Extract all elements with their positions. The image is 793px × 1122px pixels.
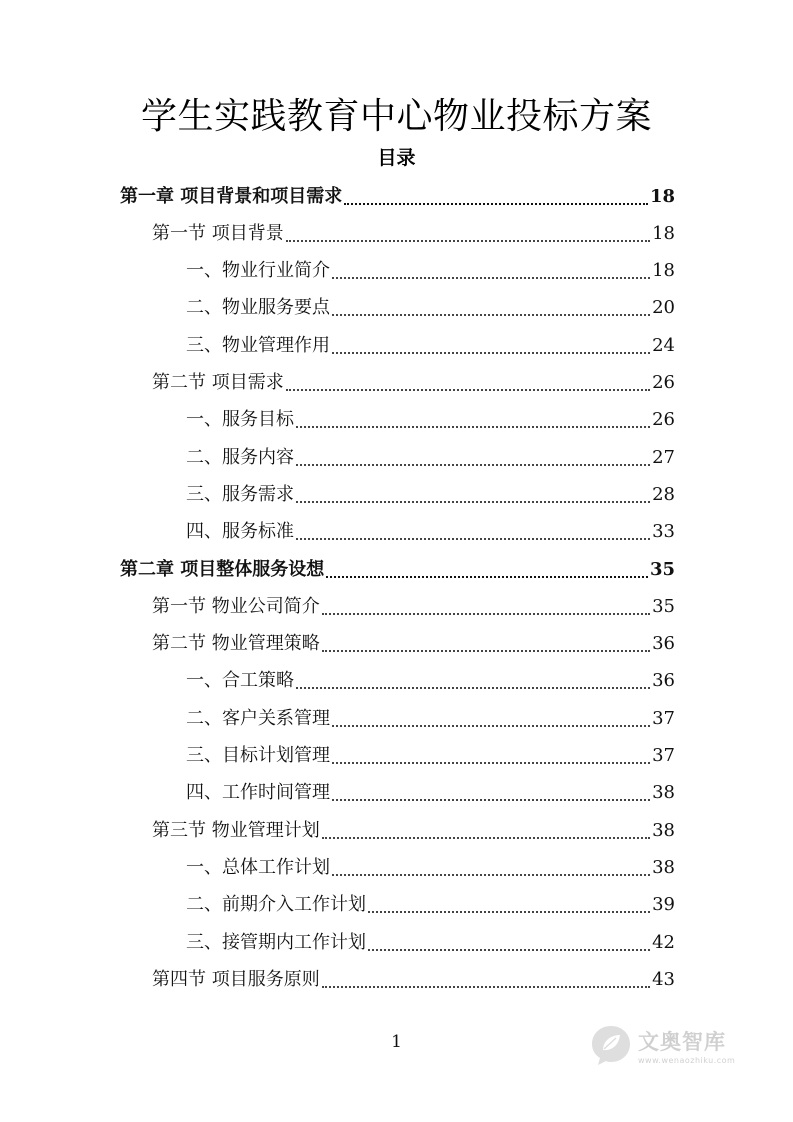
watermark bbox=[588, 1019, 735, 1071]
toc-entry-title: 二、客户关系管理 bbox=[186, 707, 330, 729]
toc-dot-leader bbox=[332, 352, 650, 354]
toc-entry-title: 三、物业管理作用 bbox=[186, 334, 330, 356]
toc-entry-title: 第二节 物业管理策略 bbox=[152, 633, 320, 655]
toc-dot-leader bbox=[332, 314, 650, 316]
toc-entry[interactable] bbox=[186, 402, 675, 439]
toc-entry-page: 18 bbox=[649, 185, 675, 207]
toc-dot-leader bbox=[296, 426, 650, 428]
toc-entry-page: 37 bbox=[652, 745, 675, 766]
watermark-name: 文奥智库 bbox=[638, 1029, 726, 1054]
speech-bubble-leaf-logo-icon bbox=[588, 1022, 634, 1068]
toc-entry[interactable] bbox=[186, 663, 675, 700]
toc-entry-page: 37 bbox=[652, 707, 675, 729]
toc-entry[interactable] bbox=[152, 588, 675, 625]
toc-entry-page: 36 bbox=[652, 633, 675, 655]
toc-entry-title: 三、目标计划管理 bbox=[186, 745, 330, 766]
toc-dot-leader bbox=[286, 389, 650, 391]
toc-dot-leader bbox=[286, 240, 650, 242]
toc-entry[interactable] bbox=[186, 887, 675, 924]
toc-entry[interactable] bbox=[152, 626, 675, 663]
toc-entry-page: 20 bbox=[652, 297, 675, 319]
toc-dot-leader bbox=[332, 762, 650, 764]
toc-entry-title: 第三节 物业管理计划 bbox=[152, 819, 320, 841]
toc-entry-title: 第一章 项目背景和项目需求 bbox=[120, 185, 343, 207]
toc-entry-page: 38 bbox=[652, 819, 675, 841]
toc-dot-leader bbox=[368, 949, 650, 951]
toc-entry-title: 四、工作时间管理 bbox=[186, 782, 330, 804]
toc-entry-title: 三、服务需求 bbox=[186, 483, 294, 505]
toc-dot-leader bbox=[368, 911, 650, 913]
toc-entry-page: 26 bbox=[652, 409, 675, 431]
toc-dot-leader bbox=[296, 687, 650, 689]
toc-entry[interactable] bbox=[186, 775, 675, 812]
toc-entry-page: 35 bbox=[652, 595, 675, 617]
toc-entry[interactable] bbox=[186, 476, 675, 513]
toc-entry-page: 18 bbox=[652, 260, 675, 282]
toc-dot-leader bbox=[296, 464, 650, 466]
toc-entry[interactable] bbox=[186, 253, 675, 290]
toc-entry[interactable] bbox=[186, 738, 675, 775]
toc-entry-title: 二、服务内容 bbox=[186, 446, 294, 468]
toc-entry[interactable] bbox=[186, 327, 675, 364]
toc-entry[interactable] bbox=[120, 551, 675, 588]
toc-entry[interactable] bbox=[152, 961, 675, 998]
toc-entry-page: 43 bbox=[652, 968, 675, 990]
watermark-url: www.wenaozhiku.com bbox=[638, 1055, 736, 1065]
toc-entry-page: 33 bbox=[652, 521, 675, 543]
toc-entry-title: 三、接管期内工作计划 bbox=[186, 931, 366, 953]
document-title: 学生实践教育中心物业投标方案 bbox=[140, 96, 652, 137]
toc-entry-page: 24 bbox=[652, 334, 675, 356]
toc-dot-leader bbox=[322, 986, 650, 988]
toc-entry-page: 38 bbox=[652, 856, 675, 878]
toc-entry-title: 二、物业服务要点 bbox=[186, 297, 330, 319]
toc-entry-title: 第四节 项目服务原则 bbox=[152, 968, 320, 990]
toc-entry[interactable] bbox=[120, 178, 675, 215]
toc-entry[interactable] bbox=[186, 439, 675, 476]
toc-entry-title: 第二节 项目需求 bbox=[152, 372, 284, 393]
toc-entry-page: 35 bbox=[649, 558, 675, 580]
toc-entry[interactable] bbox=[152, 215, 675, 252]
toc-entry-title: 第二章 项目整体服务设想 bbox=[120, 558, 325, 580]
toc-entry-title: 一、总体工作计划 bbox=[186, 856, 330, 878]
toc-heading: 目录 bbox=[377, 147, 416, 169]
toc-entry[interactable] bbox=[186, 700, 675, 737]
toc-dot-leader bbox=[332, 277, 650, 279]
toc-entry[interactable] bbox=[186, 514, 675, 551]
toc-dot-leader bbox=[296, 538, 650, 540]
toc-entry-page: 39 bbox=[652, 894, 675, 916]
toc-dot-leader bbox=[322, 650, 650, 652]
toc-dot-leader bbox=[344, 203, 648, 205]
toc-entry-page: 38 bbox=[652, 782, 675, 804]
toc-dot-leader bbox=[332, 874, 650, 876]
toc-entry-title: 第一节 项目背景 bbox=[152, 222, 284, 244]
toc-entry-page: 28 bbox=[652, 483, 675, 505]
toc-entry-title: 四、服务标准 bbox=[186, 521, 294, 543]
toc-entry-title: 第一节 物业公司简介 bbox=[152, 595, 320, 617]
toc-entry[interactable] bbox=[186, 924, 675, 961]
toc-dot-leader bbox=[322, 613, 650, 615]
toc-entry-page: 26 bbox=[652, 372, 675, 393]
toc-entry-title: 一、服务目标 bbox=[186, 409, 294, 431]
toc-dot-leader bbox=[322, 837, 650, 839]
toc-dot-leader bbox=[332, 725, 650, 727]
toc-dot-leader bbox=[326, 576, 648, 578]
toc-dot-leader bbox=[296, 501, 650, 503]
toc-entry-page: 36 bbox=[652, 670, 675, 692]
toc-entry[interactable] bbox=[186, 290, 675, 327]
toc-entry-page: 27 bbox=[652, 446, 675, 468]
toc-dot-leader bbox=[332, 799, 650, 801]
toc-entry[interactable] bbox=[152, 812, 675, 849]
toc-entry-page: 18 bbox=[652, 222, 675, 244]
toc-entry-title: 一、物业行业简介 bbox=[186, 260, 330, 282]
toc-entry-page: 42 bbox=[652, 931, 675, 953]
toc-entry-title: 一、合工策略 bbox=[186, 670, 294, 692]
toc-entry[interactable] bbox=[152, 365, 675, 402]
toc-entry-title: 二、前期介入工作计划 bbox=[186, 894, 366, 916]
toc-entry[interactable] bbox=[186, 849, 675, 886]
page-number: 1 bbox=[391, 1032, 402, 1052]
